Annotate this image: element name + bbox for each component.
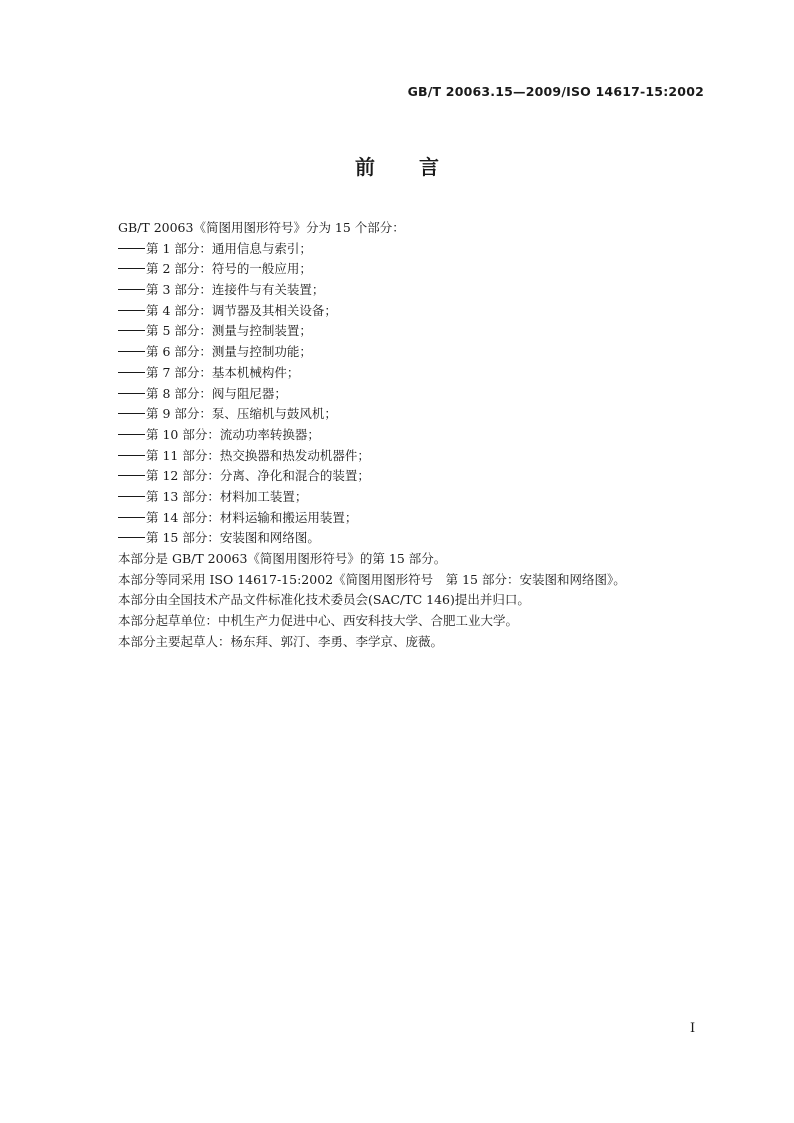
list-item: [118, 487, 718, 508]
em-dash-mark: [118, 475, 145, 476]
list-item: [118, 528, 718, 549]
list-item: [118, 363, 718, 384]
part-text: 第 15 部分：安装图和网络图。: [146, 530, 320, 546]
part-text: 第 12 部分：分离、净化和混合的装置；: [146, 468, 370, 484]
parts-list: [118, 239, 718, 549]
part-text: 第 1 部分：通用信息与索引；: [146, 240, 312, 256]
em-dash-mark: [118, 393, 145, 394]
list-item: [118, 280, 718, 301]
list-item: [118, 301, 718, 322]
paragraph-iso-adoption: 本部分等同采用 ISO 14617-15:2002《简图用图形符号 第 15 部分：安装图和网络图》。: [118, 571, 626, 587]
em-dash-mark: [118, 455, 145, 456]
list-item: [118, 384, 718, 405]
page-number: I: [690, 1021, 696, 1036]
list-item: [118, 446, 718, 467]
paragraph-proposer: 本部分由全国技术产品文件标准化技术委员会(SAC/TC 146)提出并归口。: [118, 592, 530, 608]
part-text: 第 7 部分：基本机械构件；: [146, 364, 300, 380]
part-text: 第 3 部分：连接件与有关装置；: [146, 282, 325, 298]
part-text: 第 5 部分：测量与控制装置；: [146, 323, 312, 339]
em-dash-mark: [118, 372, 145, 373]
list-item: [118, 466, 718, 487]
em-dash-mark: [118, 413, 145, 414]
part-text: 第 14 部分：材料运输和搬运用装置；: [146, 509, 358, 525]
em-dash-mark: [118, 248, 145, 249]
list-item: [118, 321, 718, 342]
part-text: 第 11 部分：热交换器和热发动机器件；: [146, 447, 370, 463]
part-text: 第 13 部分：材料加工装置；: [146, 488, 308, 504]
em-dash-mark: [118, 310, 145, 311]
list-item: [118, 404, 718, 425]
em-dash-mark: [118, 289, 145, 290]
em-dash-mark: [118, 351, 145, 352]
part-text: 第 6 部分：测量与控制功能；: [146, 344, 312, 360]
standard-code-header: GB/T 20063.15—2009/ISO 14617-15:2002: [407, 84, 704, 99]
foreword-body: [118, 218, 718, 652]
list-item: [118, 425, 718, 446]
part-text: 第 2 部分：符号的一般应用；: [146, 261, 312, 277]
list-item: [118, 508, 718, 529]
part-text: 第 10 部分：流动功率转换器；: [146, 426, 320, 442]
em-dash-mark: [118, 496, 145, 497]
intro-line: GB/T 20063《简图用图形符号》分为 15 个部分：: [118, 220, 405, 235]
list-item: [118, 259, 718, 280]
em-dash-mark: [118, 330, 145, 331]
part-text: 第 8 部分：阀与阻尼器；: [146, 385, 287, 401]
em-dash-mark: [118, 268, 145, 269]
list-item: [118, 239, 718, 260]
paragraph-drafting-units: 本部分起草单位：中机生产力促进中心、西安科技大学、合肥工业大学。: [118, 613, 519, 629]
paragraph-drafters: 本部分主要起草人：杨东拜、郭汀、李勇、李学京、庞薇。: [118, 633, 444, 649]
em-dash-mark: [118, 537, 145, 538]
part-text: 第 4 部分：调节器及其相关设备；: [146, 302, 337, 318]
paragraph-part-statement: 本部分是 GB/T 20063《简图用图形符号》的第 15 部分。: [118, 551, 447, 566]
em-dash-mark: [118, 517, 145, 518]
page-title: 前言: [355, 155, 483, 179]
em-dash-mark: [118, 434, 145, 435]
part-text: 第 9 部分：泵、压缩机与鼓风机；: [146, 406, 337, 422]
list-item: [118, 342, 718, 363]
